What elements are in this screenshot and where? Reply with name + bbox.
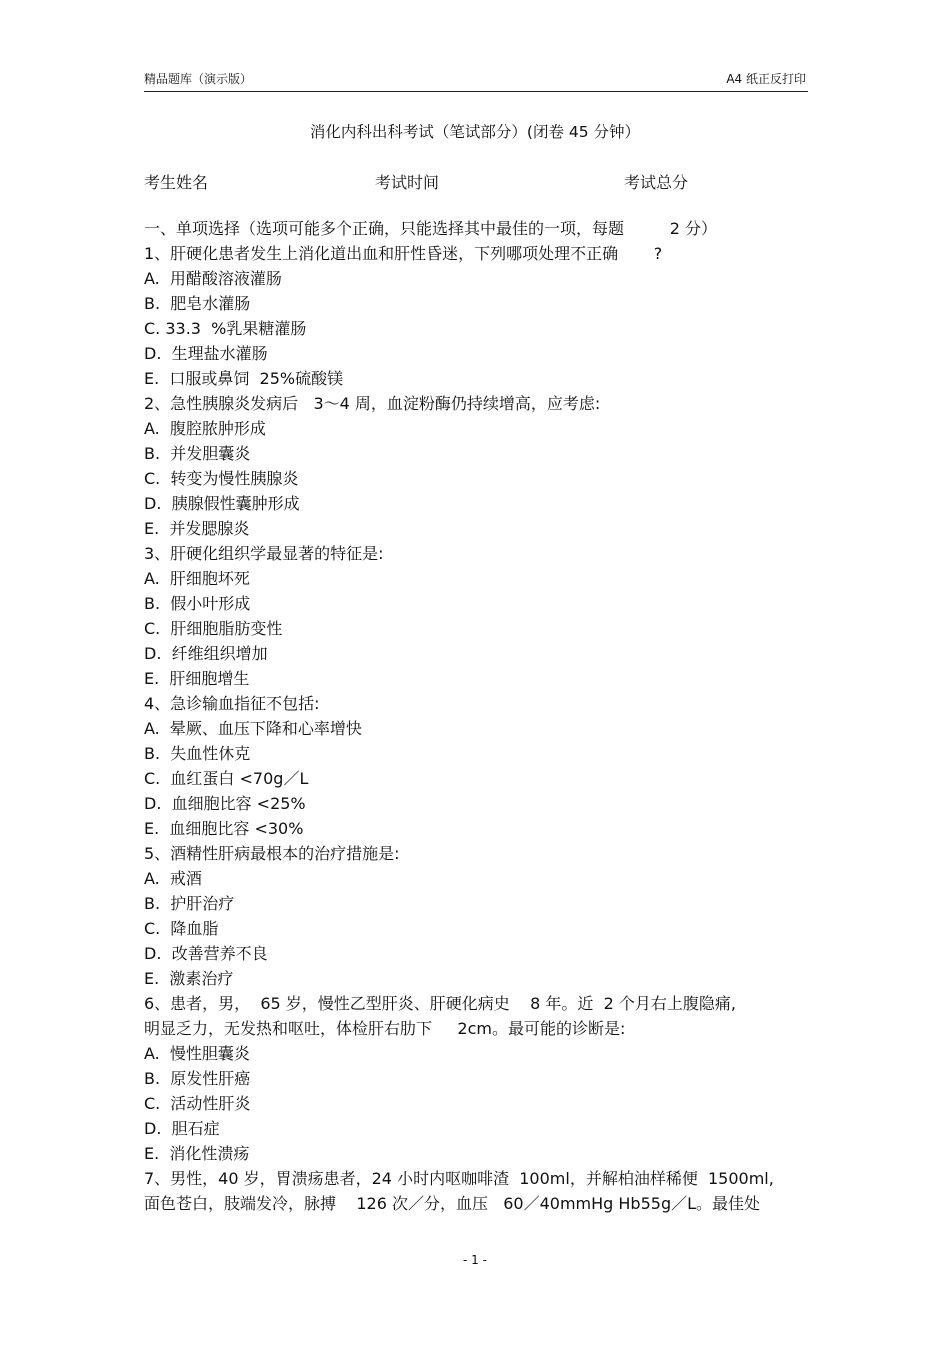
header-right-text: A4 纸正反打印 — [726, 72, 806, 86]
content-line: 4、急诊输血指征不包括: — [144, 694, 320, 713]
content-line: A. 晕厥、血压下降和心率增快 — [144, 719, 362, 738]
content-line: B. 护肝治疗 — [144, 894, 235, 913]
content-line: E. 肝细胞增生 — [144, 669, 250, 688]
content-line: E. 消化性溃疡 — [144, 1144, 250, 1163]
content-line: 7、男性，40 岁，胃溃疡患者，24 小时内呕咖啡渣 100ml，并解柏油样稀便 1500ml, — [144, 1169, 774, 1188]
content-line: A. 戒酒 — [144, 869, 202, 888]
exam-time-label: 考试时间 — [375, 173, 440, 192]
content-line: A. 肝细胞坏死 — [144, 569, 250, 588]
content-line: 一、单项选择（选项可能多个正确，只能选择其中最佳的一项，每题 2 分） — [144, 219, 718, 238]
content-line: D. 胆石症 — [144, 1119, 220, 1138]
content-line: B. 假小叶形成 — [144, 594, 251, 613]
content-line: 5、酒精性肝病最根本的治疗措施是: — [144, 844, 400, 863]
header-left-text: 精品题库（演示版） — [144, 72, 253, 86]
candidate-name-label: 考生姓名 — [144, 173, 209, 192]
content-line: A. 腹腔脓肿形成 — [144, 419, 266, 438]
content-line: D. 改善营养不良 — [144, 944, 268, 963]
total-score-label: 考试总分 — [624, 173, 689, 192]
content-line: B. 肥皂水灌肠 — [144, 294, 251, 313]
page-number: - 1 - — [463, 1253, 487, 1267]
content-line: 明显乏力，无发热和呕吐，体检肝右肋下 2cm。最可能的诊断是: — [144, 1019, 626, 1038]
exam-title: 消化内科出科考试（笔试部分）(闭卷 45 分钟） — [309, 123, 641, 141]
candidate-info-row — [144, 170, 824, 192]
content-line: C. 活动性肝炎 — [144, 1094, 251, 1113]
content-line: A. 用醋酸溶液灌肠 — [144, 269, 282, 288]
content-line: E. 并发腮腺炎 — [144, 519, 250, 538]
content-line: D. 胰腺假性囊肿形成 — [144, 494, 300, 513]
content-line: 3、肝硬化组织学最显著的特征是: — [144, 544, 384, 563]
content-line: C. 转变为慢性胰腺炎 — [144, 469, 299, 488]
content-line: D. 血细胞比容 <25% — [144, 794, 306, 813]
content-line: D. 生理盐水灌肠 — [144, 344, 268, 363]
content-line: C. 降血脂 — [144, 919, 219, 938]
content-line: A. 慢性胆囊炎 — [144, 1044, 250, 1063]
content-line: B. 并发胆囊炎 — [144, 444, 251, 463]
header-rule — [144, 91, 808, 92]
content-line: B. 原发性肝癌 — [144, 1069, 251, 1088]
content-line: 面色苍白，肢端发冷，脉搏 126 次／分，血压 60／40mmHg Hb55g／L。最佳处 — [144, 1194, 761, 1213]
content-line: 6、患者，男， 65 岁，慢性乙型肝炎、肝硬化病史 8 年。近 2 个月右上腹隐痛, — [144, 994, 736, 1013]
content-line: 1、肝硬化患者发生上消化道出血和肝性昏迷，下列哪项处理不正确 ? — [144, 244, 663, 263]
content-line: E. 血细胞比容 <30% — [144, 819, 304, 838]
content-line: E. 口服或鼻饲 25%硫酸镁 — [144, 369, 344, 388]
question-content — [144, 216, 809, 1216]
content-line: B. 失血性休克 — [144, 744, 251, 763]
content-line: C. 33.3 %乳果糖灌肠 — [144, 319, 307, 338]
content-line: E. 激素治疗 — [144, 969, 234, 988]
content-line: D. 纤维组织增加 — [144, 644, 268, 663]
content-line: C. 肝细胞脂肪变性 — [144, 619, 283, 638]
content-line: 2、急性胰腺炎发病后 3～4 周，血淀粉酶仍持续增高，应考虑: — [144, 394, 601, 413]
content-line: C. 血红蛋白 <70g／L — [144, 769, 309, 788]
